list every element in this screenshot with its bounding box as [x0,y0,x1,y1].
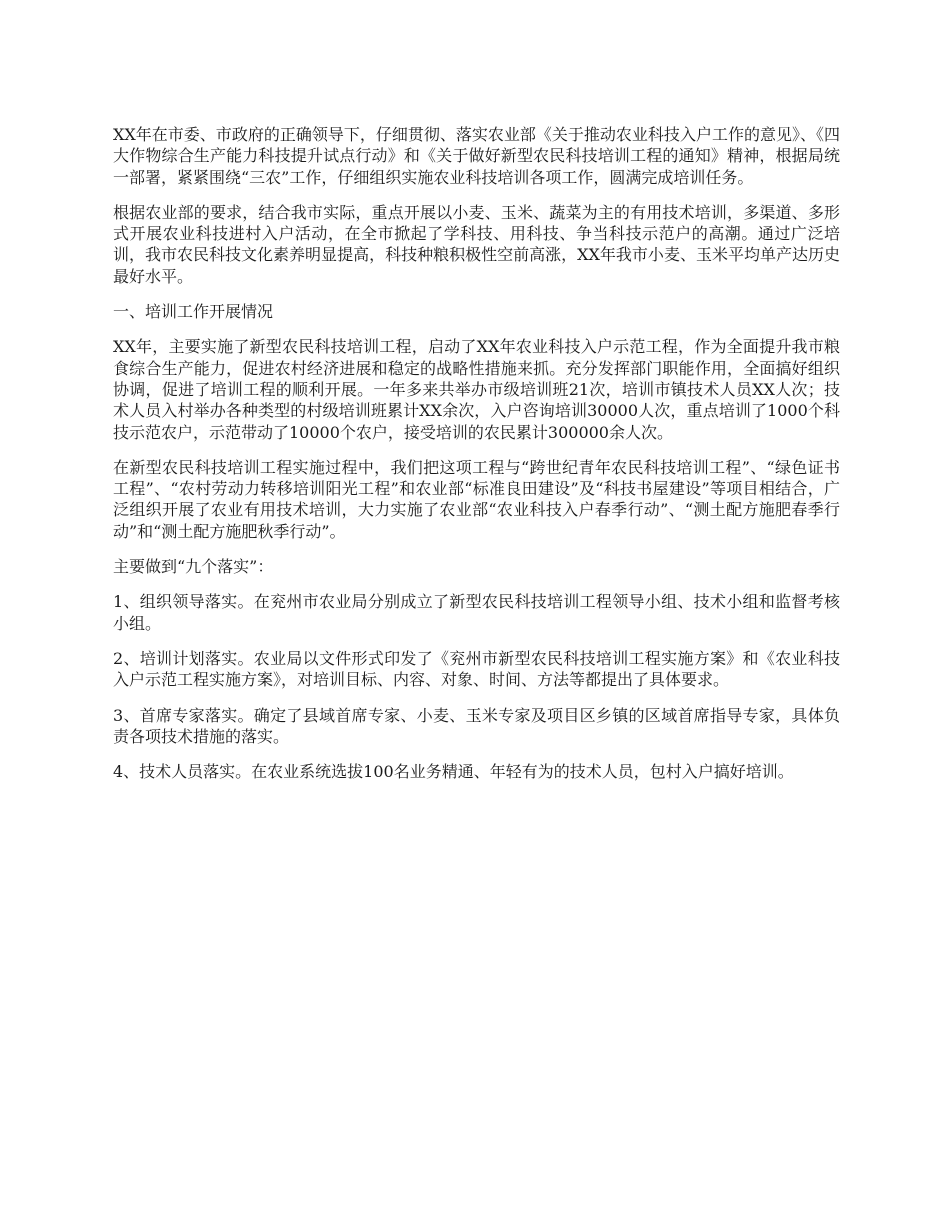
list-item-leadership: 1、组织领导落实。在兖州市农业局分别成立了新型农民科技培训工程领导小组、技术小组和监督考核小组。 [113,592,840,633]
section-heading: 一、培训工作开展情况 [113,302,274,322]
nine-implementations-intro: 主要做到“九个落实”： [113,557,274,577]
program-integration-paragraph: 在新型农民科技培训工程实施过程中，我们把这项工程与“跨世纪青年农民科技培训工程”、“绿色证书工程”、“农村劳动力转移培训阳光工程”和农业部“标准良田建设”及“科技书屋建设”等项目相结合，广泛组织开展了农业有用技术培训，大力实施了农业部“农业科技入户春季行动”、“测土配方施肥春季行动”和“测土配方施肥秋季行动”。 [113,457,840,541]
document-body [113,124,840,796]
intro-paragraph: XX年在市委、市政府的正确领导下，仔细贯彻、落实农业部《关于推动农业科技入户工作的意见》、《四大作物综合生产能力科技提升试点行动》和《关于做好新型农民科技培训工程的通知》精神，根据局统一部署，紧紧围绕“三农”工作，仔细组织实施农业科技培训各项工作，圆满完成培训任务。 [113,125,840,187]
background-paragraph: 根据农业部的要求，结合我市实际，重点开展以小麦、玉米、蔬菜为主的有用技术培训，多渠道、多形式开展农业科技进村入户活动，在全市掀起了学科技、用科技、争当科技示范户的高潮。通过广泛培训，我市农民科技文化素养明显提高，科技种粮积极性空前高涨，XX年我市小麦、玉米平均单产达历史最好水平。 [113,202,840,286]
list-item-training-plan: 2、培训计划落实。农业局以文件形式印发了《兖州市新型农民科技培训工程实施方案》和《农业科技入户示范工程实施方案》，对培训目标、内容、对象、时间、方法等都提出了具体要求。 [113,648,840,690]
list-item-chief-experts: 3、首席专家落实。确定了县域首席专家、小麦、玉米专家及项目区乡镇的区域首席指导专家，具体负责各项技术措施的落实。 [113,705,840,746]
training-summary-paragraph: XX年，主要实施了新型农民科技培训工程，启动了XX年农业科技入户示范工程，作为全面提升我市粮食综合生产能力，促进农村经济进展和稳定的战略性措施来抓。充分发挥部门职能作用，全面搞好组织协调，促进了培训工程的顺利开展。一年多来共举办市级培训班21次，培训市镇技术人员XX人次；技术人员入村举办各种类型的村级培训班累计XX余次，入户咨询培训30000人次，重点培训了1000个科技示范农户，示范带动了10000个农户，接受培训的农民累计300000余人次。 [113,337,840,442]
list-item-technical-staff: 4、技术人员落实。在农业系统选拔100名业务精通、年轻有为的技术人员，包村入户搞好培训。 [113,762,794,782]
